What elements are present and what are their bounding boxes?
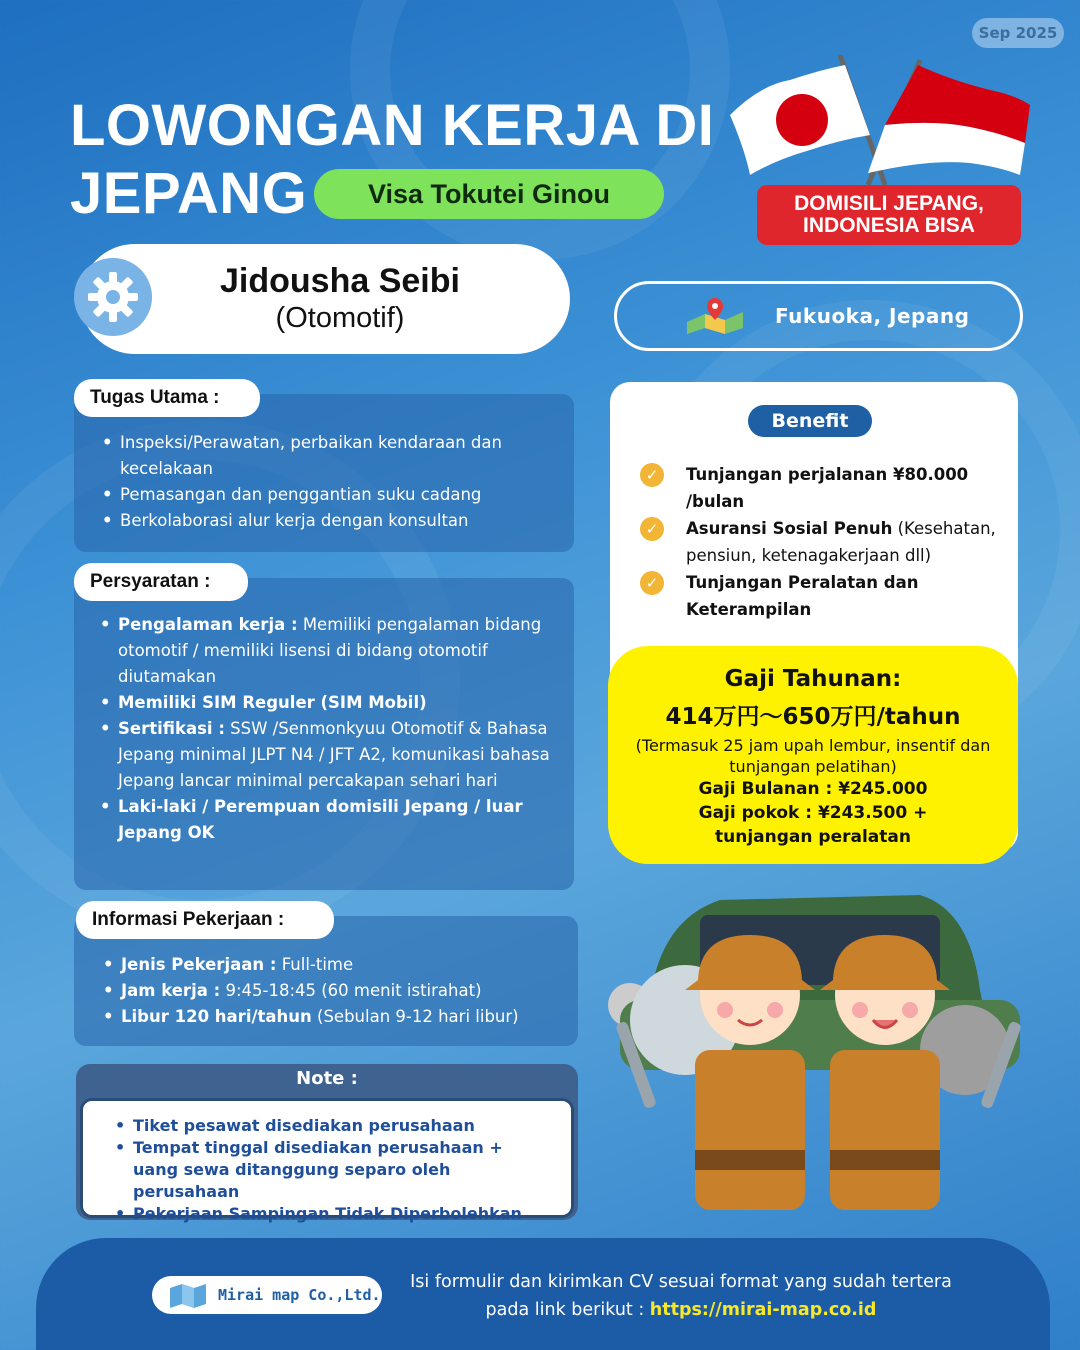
list-item-text: 9:45-18:45 (60 menit istirahat) xyxy=(220,981,482,1000)
location-text: Fukuoka, Jepang xyxy=(775,304,970,328)
note-list xyxy=(113,1115,543,1225)
page-title-line1: LOWONGAN KERJA DI xyxy=(70,93,715,158)
mechanic-right xyxy=(820,935,950,1210)
check-icon: ✓ xyxy=(640,517,664,541)
persyaratan-label: Persyaratan : xyxy=(74,563,248,601)
benefit-item-content xyxy=(686,515,1000,569)
tugas-list xyxy=(100,430,540,534)
list-item xyxy=(98,794,553,846)
japan-indonesia-flags-icon xyxy=(720,55,1040,195)
benefit-item-content xyxy=(686,569,1000,623)
footer-text-prefix: pada link berikut : xyxy=(485,1300,650,1320)
list-item xyxy=(101,1004,561,1030)
list-item-text: (Sebulan 9-12 hari libur) xyxy=(311,1007,519,1026)
benefit-item-bold: Tunjangan perjalanan ¥80.000 /bulan xyxy=(686,465,969,511)
list-item-bold: Jam kerja : xyxy=(121,981,221,1000)
check-icon: ✓ xyxy=(640,463,664,487)
benefit-item-text: (Kesehatan, pensiun, ketenagakerjaan dll) xyxy=(686,519,996,565)
benefit-item xyxy=(640,569,1000,623)
location-box xyxy=(614,281,1023,351)
company-name: Mirai map Co.,Ltd. xyxy=(218,1286,381,1304)
footer-text-line2 xyxy=(396,1296,966,1324)
salary-base: Gaji pokok : ¥243.500 + tunjangan peralatan xyxy=(698,803,928,847)
list-item xyxy=(98,716,553,794)
list-item-bold: Memiliki SIM Reguler (SIM Mobil) xyxy=(118,693,427,712)
list-item xyxy=(101,952,561,978)
informasi-list xyxy=(101,952,561,1030)
note-label: Note : xyxy=(296,1068,358,1089)
map-logo-icon xyxy=(168,1282,208,1308)
list-item xyxy=(98,690,553,716)
job-subtitle: (Otomotif) xyxy=(275,302,405,334)
mechanic-left xyxy=(685,935,815,1210)
benefit-label: Benefit xyxy=(748,405,872,437)
list-item-text: Memiliki pengalaman bidang otomotif / memiliki lisensi di bidang otomotif diutamakan xyxy=(118,615,542,686)
check-icon: ✓ xyxy=(640,571,664,595)
gear-icon-shape xyxy=(86,270,140,324)
list-item: • Tiket pesawat disediakan perusahaan xyxy=(113,1115,543,1137)
visa-type-badge: Visa Tokutei Ginou xyxy=(314,169,664,219)
job-title: Jidousha Seibi xyxy=(220,262,460,300)
list-item-bold: Laki-laki / Perempuan domisili Jepang / luar Jepang OK xyxy=(118,797,523,842)
salary-note: (Termasuk 25 jam upah lembur, insentif dan tunjangan pelatihan) xyxy=(635,736,991,776)
domicile-badge-line1: DOMISILI JEPANG, xyxy=(794,192,984,215)
list-item: • Inspeksi/Perawatan, perbaikan kendaraan dan kecelakaan xyxy=(100,430,540,482)
footer-text-line1: Isi formulir dan kirimkan CV sesuai format yang sudah tertera xyxy=(410,1272,952,1292)
persyaratan-list xyxy=(98,612,553,846)
list-item: • Tempat tinggal disediakan perusahaan + uang sewa ditanggung separo oleh perusahaan xyxy=(113,1137,543,1203)
list-item: • Berkolaborasi alur kerja dengan konsultan xyxy=(100,508,540,534)
list-item-bold: Libur 120 hari/tahun xyxy=(121,1007,312,1026)
list-item-text: Full-time xyxy=(276,955,354,974)
domicile-badge xyxy=(757,185,1021,245)
list-item: • Pemasangan dan penggantian suku cadang xyxy=(100,482,540,508)
benefit-item-bold: Tunjangan Peralatan dan Keterampilan xyxy=(686,573,919,619)
list-item-text: SSW /Senmonkyuu Otomotif & Bahasa Jepang minimal JLPT N4 / JFT A2, komunikasi bahasa Jepang lancar minimal percakapan sehari hari xyxy=(118,719,550,790)
tugas-label: Tugas Utama : xyxy=(74,379,260,417)
salary-title: Gaji Tahunan: xyxy=(724,666,902,692)
list-item: • Pekerjaan Sampingan Tidak Diperbolehkan xyxy=(113,1203,543,1225)
benefit-item xyxy=(640,515,1000,569)
salary-box xyxy=(608,646,1018,864)
list-item xyxy=(98,612,553,690)
page-title-line2: JEPANG xyxy=(70,161,308,226)
salary-monthly: Gaji Bulanan : ¥245.000 xyxy=(698,779,928,799)
list-item-bold: Pengalaman kerja : xyxy=(118,615,298,634)
note-content xyxy=(80,1098,574,1223)
company-logo xyxy=(152,1276,382,1314)
salary-range: 414万円～650万円/tahun xyxy=(665,704,961,730)
benefit-item-bold: Asuransi Sosial Penuh xyxy=(686,519,893,538)
benefit-item-content xyxy=(686,461,1000,515)
footer-text xyxy=(396,1268,966,1324)
list-item-bold: Sertifikasi : xyxy=(118,719,225,738)
list-item xyxy=(101,978,561,1004)
date-badge: Sep 2025 xyxy=(972,18,1064,48)
benefit-item xyxy=(640,461,1000,515)
map-pin-icon xyxy=(685,296,745,336)
website-link[interactable]: https://mirai-map.co.id xyxy=(649,1300,877,1320)
informasi-label: Informasi Pekerjaan : xyxy=(76,901,334,939)
domicile-badge-line2: INDONESIA BISA xyxy=(803,214,975,237)
mechanics-illustration xyxy=(590,880,1060,1210)
list-item-bold: Jenis Pekerjaan : xyxy=(121,955,277,974)
